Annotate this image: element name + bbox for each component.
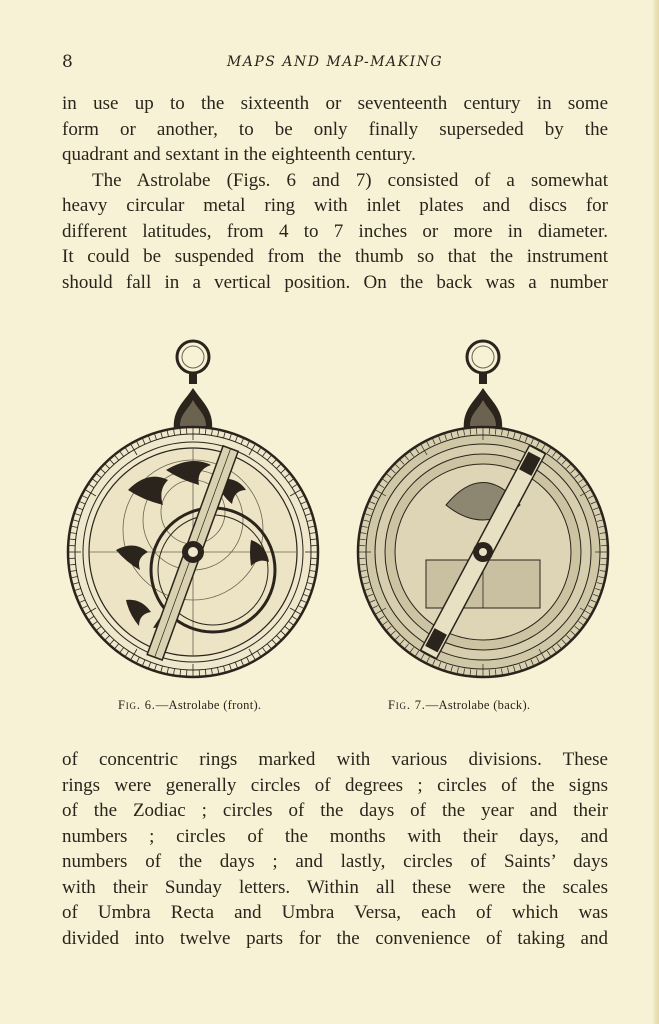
text-line: of concentric rings marked with various divisions. These (62, 749, 608, 770)
figure-7-caption-text: —Astrolabe (back). (425, 698, 531, 712)
paragraph-top (62, 91, 608, 295)
astrolabe-front-illustration (56, 330, 326, 690)
text-line: of the Zodiac ; circles of the days of the year and their (62, 800, 608, 821)
text-line: quadrant and sextant in the eighteenth century. (62, 144, 416, 165)
page-header (62, 52, 608, 74)
text-line: different latitudes, from 4 to 7 inches or more in diameter. (62, 220, 608, 242)
page-spine-shadow (653, 0, 659, 1024)
text-line: heavy circular metal ring with inlet plates and discs for (62, 195, 608, 216)
text-line: with their Sunday letters. Within all these were the scales (62, 876, 608, 898)
text-line: numbers ; circles of the months with their days, and (62, 825, 608, 847)
text-line: of Umbra Recta and Umbra Versa, each of which was (62, 902, 608, 923)
running-head: MAPS AND MAP-MAKING (226, 54, 444, 70)
paragraph-bottom (62, 747, 608, 951)
figure-7-label: Fig. 7. (388, 698, 426, 712)
text-line: in use up to the sixteenth or seventeenth century in some (62, 93, 608, 114)
text-line: It could be suspended from the thumb so that the instrument (62, 246, 608, 267)
text-line: numbers of the days ; and lastly, circles of Saints’ days (62, 851, 608, 872)
figure-7-caption (388, 698, 530, 713)
figure-astrolabe-back (346, 330, 616, 690)
figure-6-label: Fig. 6. (118, 698, 156, 712)
text-line: divided into twelve parts for the convenience of taking and (62, 927, 608, 949)
text-line: form or another, to be only finally superseded by the (62, 118, 608, 140)
text-line: rings were generally circles of degrees ; circles of the signs (62, 774, 608, 796)
text-line: should fall in a vertical position. On the back was a number (62, 271, 608, 293)
figure-6-caption (118, 698, 261, 713)
astrolabe-back-illustration (346, 330, 616, 690)
page-number: 8 (62, 52, 73, 72)
figure-6-caption-text: —Astrolabe (front). (155, 698, 262, 712)
text-line: The Astrolabe (Figs. 6 and 7) consisted of a somewhat (92, 169, 608, 191)
figure-astrolabe-front (56, 330, 326, 690)
